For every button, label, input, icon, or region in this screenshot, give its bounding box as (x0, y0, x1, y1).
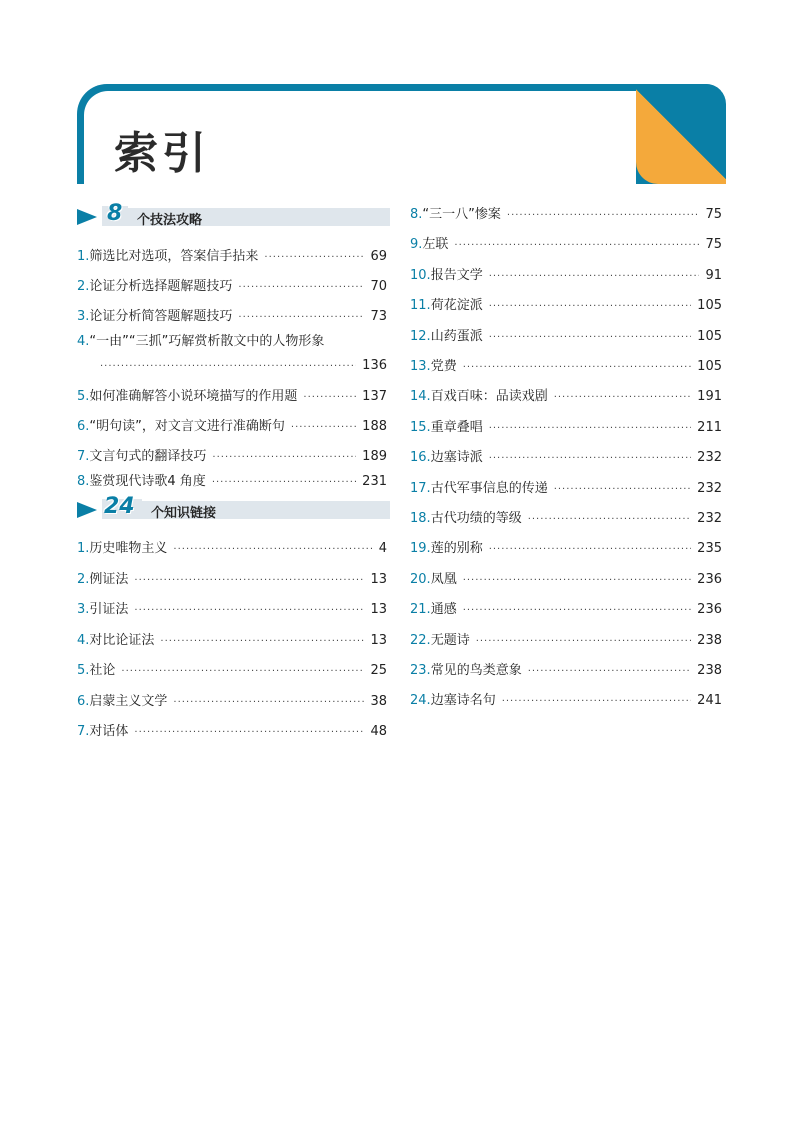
dot-leader (463, 575, 691, 586)
entry-title: 古代功绩的等级 (430, 511, 522, 526)
entry-page-number: 211 (697, 419, 722, 435)
entry-number: 21. (410, 602, 431, 618)
entry-title: 常见的鸟类意象 (430, 663, 522, 678)
dot-leader (463, 605, 691, 616)
entry-page-number: 75 (705, 237, 722, 253)
dot-leader (134, 605, 364, 616)
dot-leader (212, 452, 356, 463)
entry-number: 19. (410, 541, 431, 557)
entry-page-number: 232 (697, 511, 722, 526)
entry-page-number: 232 (697, 450, 722, 466)
index-entry[interactable] (410, 233, 722, 252)
entry-title: 边塞诗名句 (430, 693, 496, 709)
entry-page-number: 4 (378, 541, 387, 556)
entry-number: 23. (410, 663, 431, 678)
entry-title: 历史唯物主义 (89, 541, 168, 556)
entry-number: 14. (410, 389, 431, 405)
entry-page-number: 91 (705, 267, 722, 283)
entry-number: 3. (77, 309, 90, 324)
entry-title: 对话体 (89, 724, 129, 739)
entry-number: 20. (410, 571, 431, 587)
section-title: 个知识链接 (151, 506, 217, 521)
index-entry[interactable] (410, 659, 722, 678)
entry-page-number: 13 (370, 602, 387, 617)
corner-fold-decoration (636, 84, 726, 184)
entry-title: “一由”“三抓”巧解赏析散文中的人物形象 (89, 334, 325, 349)
index-entry[interactable] (77, 245, 387, 264)
index-entry[interactable] (77, 537, 387, 556)
entry-title: 百戏百味：品读戏剧 (430, 389, 548, 405)
section-arrow-icon (77, 209, 97, 225)
index-entry[interactable] (410, 264, 722, 283)
entry-page-number: 25 (370, 663, 387, 678)
entry-page-number: 188 (362, 419, 387, 434)
entry-title: 报告文学 (430, 267, 483, 283)
entry-page-number: 48 (370, 724, 387, 739)
index-entry[interactable] (410, 568, 722, 587)
dot-leader (134, 727, 364, 738)
index-entry[interactable] (410, 477, 722, 496)
entry-page-number: 70 (370, 279, 387, 294)
entry-page-number: 241 (697, 693, 722, 709)
entry-title: “明句读”，对文言文进行准确断句 (89, 419, 285, 434)
entry-number: 6. (77, 419, 90, 434)
entry-number: 4. (77, 334, 90, 349)
dot-leader (528, 514, 691, 525)
dot-leader (454, 240, 699, 251)
entry-number: 1. (77, 249, 90, 264)
dot-leader (212, 477, 356, 488)
entry-title: 例证法 (89, 571, 129, 587)
entry-number: 2. (77, 571, 90, 587)
entry-number: 5. (77, 663, 90, 678)
entry-title: 边塞诗派 (430, 450, 483, 466)
entry-page-number: 105 (697, 359, 722, 374)
dot-leader (489, 332, 691, 343)
dot-leader (463, 362, 691, 373)
section-arrow-icon (77, 502, 97, 518)
dot-leader (160, 636, 364, 647)
entry-page-number: 105 (697, 298, 722, 314)
entry-title: 重章叠唱 (430, 419, 483, 435)
entry-page-number: 191 (697, 389, 722, 405)
entry-title: 筛选比对选项，答案信手拈来 (89, 249, 259, 264)
entry-page-number: 105 (697, 328, 722, 344)
index-entry[interactable] (77, 629, 387, 648)
index-entry[interactable] (77, 720, 387, 739)
index-entry[interactable] (410, 598, 722, 617)
entry-title: 无题诗 (430, 632, 470, 648)
entry-number: 18. (410, 511, 431, 526)
index-entry[interactable] (410, 355, 722, 374)
dot-leader (291, 422, 356, 433)
entry-page-number: 13 (370, 632, 387, 648)
entry-title: “三一八”惨案 (422, 207, 501, 222)
entry-title: 引证法 (89, 602, 129, 617)
entry-title: 鉴赏现代诗歌4 角度 (89, 474, 206, 489)
dot-leader (238, 312, 364, 323)
index-entry[interactable] (77, 659, 387, 678)
entry-number: 17. (410, 480, 431, 496)
entry-page-number: 231 (362, 474, 387, 489)
dot-leader (489, 423, 691, 434)
entry-page-number: 75 (705, 207, 722, 222)
dot-leader (489, 453, 691, 464)
index-entry[interactable] (77, 445, 387, 464)
entry-page-number: 236 (697, 571, 722, 587)
dot-leader (264, 252, 364, 263)
index-entry[interactable] (410, 446, 722, 465)
index-entry[interactable] (77, 385, 387, 404)
entry-title: 凤凰 (430, 571, 457, 587)
dot-leader (489, 301, 691, 312)
dot-leader (238, 282, 364, 293)
index-entry[interactable] (77, 330, 387, 349)
entry-title: 启蒙主义文学 (89, 693, 168, 709)
entry-number: 22. (410, 632, 431, 648)
entry-title: 左联 (422, 237, 449, 253)
dot-leader (134, 575, 364, 586)
entry-number: 13. (410, 359, 431, 374)
entry-page-number: 13 (370, 571, 387, 587)
entry-title: 对比论证法 (89, 632, 155, 648)
index-entry[interactable] (77, 598, 387, 617)
entry-number: 8. (410, 207, 423, 222)
entry-page-number: 189 (362, 449, 387, 464)
entry-page-number: 73 (370, 309, 387, 324)
entry-title: 莲的别称 (430, 541, 483, 557)
entry-title: 文言句式的翻译技巧 (89, 449, 207, 464)
dot-leader (173, 544, 372, 555)
entry-title: 通感 (430, 602, 457, 618)
entry-number: 4. (77, 632, 90, 648)
entry-number: 1. (77, 541, 90, 556)
index-entry[interactable] (410, 689, 722, 708)
index-entry[interactable] (410, 507, 722, 526)
entry-number: 7. (77, 449, 90, 464)
entry-number: 10. (410, 267, 431, 283)
entry-page-number: 136 (362, 358, 387, 373)
entry-page-number: 69 (370, 249, 387, 264)
index-entry[interactable] (410, 203, 722, 222)
dot-leader (173, 697, 364, 708)
entry-page-number: 235 (697, 541, 722, 557)
index-entry[interactable] (410, 385, 722, 404)
entry-number: 2. (77, 279, 90, 294)
section-count: 8 (107, 201, 123, 226)
dot-leader (100, 361, 356, 372)
entry-page-number: 38 (370, 693, 387, 709)
entry-title: 如何准确解答小说环境描写的作用题 (89, 389, 298, 404)
entry-title: 山药蛋派 (430, 328, 483, 344)
dot-leader (502, 696, 691, 707)
index-entry[interactable] (410, 416, 722, 435)
index-entry[interactable] (77, 470, 387, 489)
entry-number: 24. (410, 693, 431, 709)
entry-number: 9. (410, 237, 423, 253)
index-entry[interactable] (77, 415, 387, 434)
entry-number: 15. (410, 419, 431, 435)
page-title: 索引 (114, 128, 210, 179)
entry-number: 3. (77, 602, 90, 617)
entry-number: 11. (410, 298, 431, 314)
title-banner (77, 84, 726, 184)
entry-title: 社论 (89, 663, 116, 678)
entry-number: 6. (77, 693, 90, 709)
dot-leader (303, 392, 356, 403)
index-entry-continuation (100, 358, 387, 373)
entry-title: 荷花淀派 (430, 298, 483, 314)
entry-page-number: 232 (697, 480, 722, 496)
entry-number: 8. (77, 474, 90, 489)
entry-title: 党费 (430, 359, 457, 374)
title-panel (84, 91, 726, 184)
index-entry[interactable] (77, 568, 387, 587)
entry-title: 论证分析简答题解题技巧 (89, 309, 233, 324)
dot-leader (554, 484, 691, 495)
entry-page-number: 238 (697, 663, 722, 678)
entry-page-number: 236 (697, 602, 722, 618)
entry-number: 5. (77, 389, 90, 404)
entry-page-number: 238 (697, 632, 722, 648)
index-entry[interactable] (410, 629, 722, 648)
section-title: 个技法攻略 (137, 213, 203, 228)
dot-leader (489, 544, 691, 555)
dot-leader (554, 392, 691, 403)
entry-number: 7. (77, 724, 90, 739)
dot-leader (121, 666, 364, 677)
entry-title: 论证分析选择题解题技巧 (89, 279, 233, 294)
entry-title: 古代军事信息的传递 (430, 480, 548, 496)
entry-number: 12. (410, 328, 431, 344)
index-entry[interactable] (410, 294, 722, 313)
index-entry[interactable] (77, 690, 387, 709)
entry-number: 16. (410, 450, 431, 466)
dot-leader (476, 636, 691, 647)
entry-page-number: 137 (362, 389, 387, 404)
dot-leader (528, 666, 691, 677)
index-entry[interactable] (77, 275, 387, 294)
index-entry[interactable] (410, 325, 722, 344)
index-entry[interactable] (77, 305, 387, 324)
section-count: 24 (104, 494, 135, 519)
dot-leader (507, 210, 700, 221)
index-entry[interactable] (410, 537, 722, 556)
dot-leader (489, 271, 700, 282)
